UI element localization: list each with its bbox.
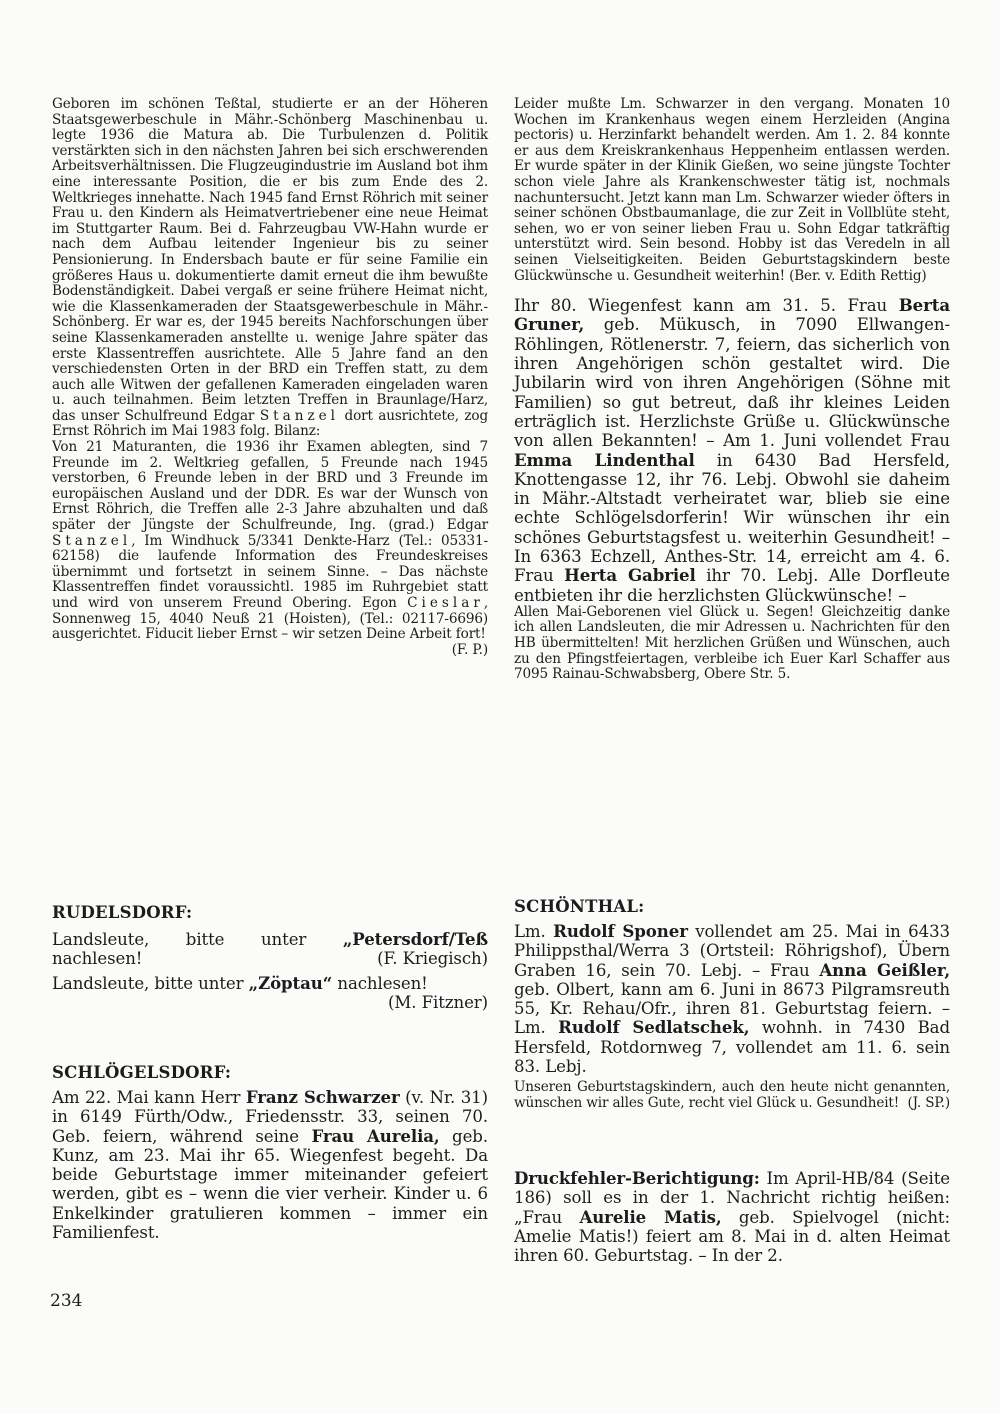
name-herta-gabriel: Herta Gabriel	[564, 565, 696, 586]
signature: (F. Kriegisch)	[377, 949, 488, 969]
correction-label: Druckfehler-Berichtigung:	[514, 1168, 760, 1188]
text: geb. Kunz, am 23. Mai ihr 65. Wiegenfest begeht. Da beide Geburtstage immer miteinander gefeiert werden, gibt es – wenn die vier verheir. Kinder u. 6 Enkelkinder gratulieren kommen – immer ein Familienfest.	[52, 1126, 488, 1243]
name-frau-aurelia: Frau Aurelia,	[311, 1125, 440, 1146]
schwarzer-birthday	[52, 1088, 488, 1242]
rudelsdorf-note-1	[52, 930, 488, 969]
text: geb. Olbert, kann am 6. Juni in 8673 Pilgramsreuth 55, Kr. Rehau/Ofr., ihren 81. Geburtstag feiern. – Lm.	[514, 979, 950, 1038]
ref-zoeptau: „Zöptau“	[248, 972, 333, 993]
article-text: Von 21 Maturanten, die 1936 ihr Examen ablegten, sind 7 Freunde im 2. Weltkrieg gefallen, 5 Freunde nach 1945 verstorben, 6 Freunde leben in der BRD und 3 Freunde im europäischen Ausland und der DDR. Es war der Wunsch von Ernst Röhrich, die Treffen alle 2-3 Jahre abzuhalten und daß später der Jüngste der Schulfreunde, Ing. (grad.) Edgar	[52, 439, 488, 534]
text: Im April-HB/84 (Seite 186) soll es in der 1. Nachricht richtig heißen: „Frau	[514, 1169, 950, 1227]
text: (v. Nr. 31) in 6149 Fürth/Odw., Friedensstr. 33, seinen 70. Geb. feiern, während seine	[52, 1088, 488, 1146]
section-heading: SCHÖNTHAL:	[514, 897, 645, 916]
section-schloegelsdorf	[52, 1063, 488, 1242]
text: Unseren Geburtstagskindern, auch den heute nicht genannten, wünschen wir alles Gute, recht viel Glück u. Gesundheit!	[514, 1079, 950, 1111]
schoenthal-birthdays	[514, 922, 950, 1076]
signature: (J. SP.)	[907, 1094, 950, 1111]
article-text: , Sonnenweg 15, 4040 Neuß 21 (Hoisten), (Tel.: 02117-6696) ausgerichtet. Fiducit lieber Ernst – wir setzen Deine Arbeit fort!	[52, 595, 488, 643]
section-heading: SCHLÖGELSDORF:	[52, 1063, 232, 1082]
text: in 6430 Bad Hersfeld, Knottengasse 12, ihr 76. Lebj. Obwohl sie daheim in Mähr.-Altstadt verheiratet war, blieb sie eine echte Schlögelsdorferin! Wir wünschen ihr ein schönes Geburtstagsfest u. weiterhin Gesundheit! – In 6363 Echzell, Anthes-Str. 14, erreicht am 4. 6. Frau	[514, 450, 950, 586]
page-number: 234	[50, 1291, 83, 1311]
rudelsdorf-note-2	[52, 974, 488, 993]
name-rudolf-sedlatschek: Rudolf Sedlatschek,	[558, 1017, 750, 1038]
text: geb. Spielvogel (nicht: Amelie Matis!) feiert am 8. Mai in d. alten Heimat ihren 60. Geburtstag. – In der 2.	[514, 1207, 950, 1266]
text: wohnh. in 7430 Bad Hersfeld, Rotdornweg 7, vollendet am 11. 6. sein 83. Lebj.	[514, 1018, 950, 1077]
note-text: Landsleute, bitte unter	[52, 973, 249, 993]
name-stanzel: Stanzel	[52, 532, 132, 549]
article-text: dort ausrichtete, zog Ernst Röhrich im Mai 1983 folg. Bilanz:	[52, 407, 489, 440]
name-rudolf-sponer: Rudolf Sponer	[553, 921, 688, 941]
section-correction	[514, 1169, 950, 1265]
correction-text	[514, 1169, 950, 1265]
article-text: Geboren im schönen Teßtal, studierte er an der Höheren Staatsgewerbeschule in Mähr.-Schönberg Maschinenbau u. legte 1936 die Matura ab. Die Turbulenzen d. Politik verstärkten sich in den nächsten Jahren bei sich erschwerenden Arbeitsverhältnissen. Die Flugzeugindustrie im Ausland bot ihm eine interessante Position, die er bis zum Ende des 2. Weltkrieges innehatte. Nach 1945 fand Ernst Röhrich mit seiner Frau u. den Kindern als Heimatvertriebener eine neue Heimat im Stuttgarter Raum. Bei d. Fahrzeugbau VW-Hahn wurde er nach dem Aufbau leitender Ingenieur bis zu seiner Pensionierung. In Endersbach baute er für seine Familie ein größeres Haus u. dokumentierte damit erneut die ihm bewußte Bodenständigkeit. Dabei vergaß er seine frühere Heimat nicht, wie die Klassenkameraden der Staatsgewerbeschule in Mähr.-Schönberg. Er war es, der 1945 bereits Nachforschungen über seine Klassenkameraden anstellte u. wenige Jahre später das erste Klassentreffen ausrichtete. Alle 5 Jahre fand an den verschiedensten Orten in der BRD ein Treffen statt, zu dem auch alle Witwen der gefallenen Kameraden eingeladen waren u. auch teilnahmen. Beim letzten Treffen in Braunlage/Harz, das unser Schulfreund Edgar	[52, 96, 488, 424]
birthday-list	[514, 296, 950, 605]
note-text: nachlesen!	[332, 973, 428, 993]
name-aurelie-matis: Aurelie Matis,	[579, 1206, 722, 1227]
schwarzer-report: Leider mußte Lm. Schwarzer in den vergang. Monaten 10 Wochen im Krankenhaus wegen einem Herzleiden (Angina pectoris) u. Herzinfarkt behandelt werden. Am 1. 2. 84 konnte er aus dem Kreiskrankenhaus Heppenheim entlassen werden. Er wurde später in der Klinik Gießen, wo seine jüngste Tochter schon viele Jahre als Krankenschwester tätig ist, nochmals nachuntersucht. Jetzt kann man Lm. Schwarzer wieder öfters in seiner schönen Obstbaumanlage, die zur Zeit in Vollblüte steht, sehen, wo er von seiner lieben Frau u. Sohn Edgar tatkräftig unterstützt wird. Sein besond. Hobby ist das Veredeln in all seinen Vielseitigkeiten. Beiden Geburtstagskindern beste Glückwünsche u. Gesundheit weiterhin! (Ber. v. Edith Rettig)	[514, 96, 950, 284]
note-text: nachlesen!	[52, 949, 143, 969]
name-cieslar: Cieslar	[407, 595, 484, 611]
signature: (F. P.)	[451, 641, 488, 658]
text: Am 22. Mai kann Herr	[52, 1088, 246, 1107]
name-berta-gruner: Berta Gruner,	[514, 295, 950, 335]
signature: (M. Fitzner)	[388, 992, 488, 1012]
closing-greeting: Allen Mai-Geborenen viel Glück u. Segen! Gleichzeitig danke ich allen Landsleuten, die mir Adressen u. Nachrichten für den HB übermittelten! Mit herzlichen Grüßen und Wünschen, auch zu den Pfingstfeiertagen, verbleibe ich Euer Karl Schaffer aus 7095 Rainau-Schwabsberg, Obere Str. 5.	[514, 603, 950, 683]
article-balance	[52, 439, 488, 658]
name-stanzel: Stanzel	[259, 407, 340, 424]
article-roehrich	[52, 97, 488, 440]
right-column	[514, 97, 950, 683]
left-column	[52, 97, 488, 658]
text: vollendet am 25. Mai in 6433 Philippsthal/Werra 3 (Ortsteil: Röhrigshof), Übern Graben 16, sein 70. Lebj. – Frau	[514, 922, 951, 980]
text: geb. Mükusch, in 7090 Ellwangen-Röhlingen, Rötlenerstr. 7, feiern, das sicherlich von ihren Angehörigen schön gestaltet wird. Die Jubilarin wird von ihren Angehörigen (Söhne mit Familien) so gut betreut, daß ihr kleines Leiden erträglich ist. Herzlichste Grüße u. Glückwünsche von allen Bekannten! – Am 1. Juni vollendet Frau	[514, 315, 950, 451]
note-text: Landsleute, bitte unter	[52, 930, 343, 949]
text: ihr 70. Lebj. Alle Dorfleute entbieten ihr die herzlichsten Glückwünsche! –	[514, 566, 950, 605]
section-schoenthal	[514, 897, 950, 1112]
section-rudelsdorf	[52, 903, 488, 1012]
name-franz-schwarzer: Franz Schwarzer	[245, 1087, 400, 1107]
section-heading: RUDELSDORF:	[52, 903, 193, 922]
schoenthal-note	[514, 1080, 950, 1111]
article-text: , Im Windhuck 5/3341 Denkte-Harz (Tel.: 05331-62158) die laufende Information des Freundeskreises übernimmt und fortsetzt in seinem Sinne. – Das nächste Klassentreffen findet voraussichtl. 1985 im Ruhrgebiet statt und wird von unserem Freund Obering. Egon	[52, 532, 488, 611]
name-anna-geissler: Anna Geißler,	[819, 959, 951, 980]
text: Ihr 80. Wiegenfest kann am 31. 5. Frau	[514, 296, 899, 316]
name-emma-lindenthal: Emma Lindenthal	[514, 449, 695, 470]
text: Lm.	[514, 922, 554, 941]
ref-petersdorf: „Petersdorf/Teß	[342, 929, 488, 949]
